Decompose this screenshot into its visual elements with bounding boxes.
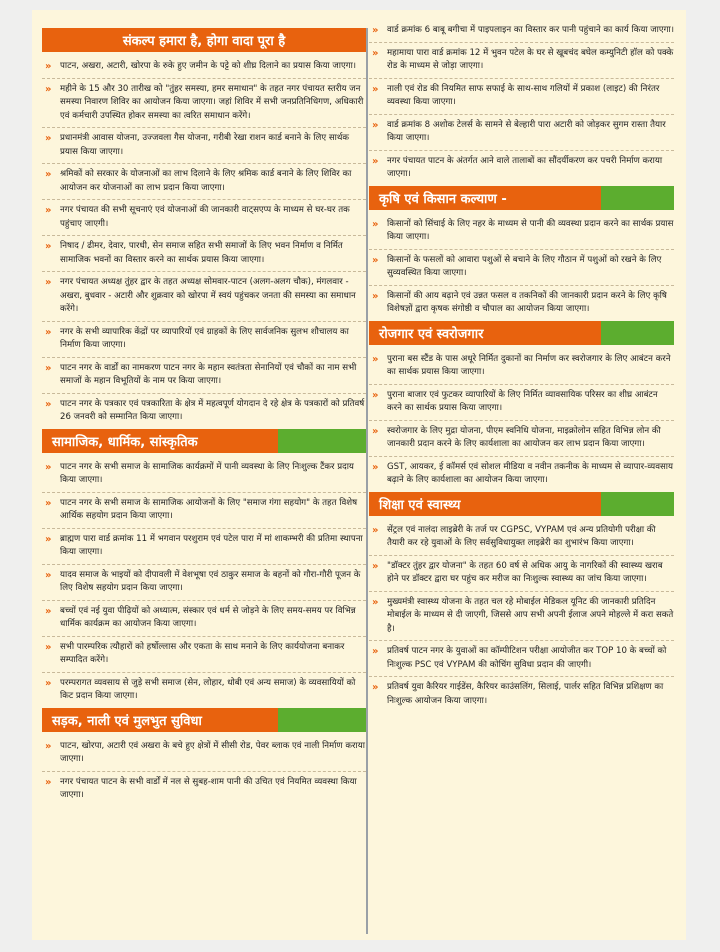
list-item: » बच्चों एवं नई युवा पीढ़ियों को अध्यात्म, संस्कार एवं धर्म से जोड़ने के लिए समय-समय पर विभिन्न धार्मिक कार्यक्रम का आयोजन किया जाएगा। [42,605,366,637]
left-column [42,24,366,807]
chevron-bullet-icon: » [372,389,379,401]
list-item: » नगर के सभी व्यापारिक केंद्रों पर व्यापारियों एवं ग्राहकों के लिए सार्वजनिक सुलभ शौचालय का निर्माण किया जाएगा। [42,326,366,358]
list-item: » किसानों की आय बढ़ाने एवं उन्नत फसल व तकनिकों की जानकारी प्रदान करने के लिए कृषि विशेषज्ञों द्वारा कृषक संगोष्ठी व चौपाल का आयोजन किया जाएगा। [372,290,667,314]
list-samajik [42,461,366,704]
list-item: » पाटन, खोरपा, अटारी एवं अखरा के बचे हुए क्षेत्रों में सीसी रोड, पेवर ब्लाक एवं नाली निर्माण कराया जाएगा। [42,740,366,772]
heading-accent [278,708,366,732]
chevron-bullet-icon: » [372,560,379,572]
heading-sadak: सड़क, नाली एवं मुलभुत सुविधा [42,708,278,732]
list-item: » पाटन नगर के पत्रकार एवं पत्रकारिता के क्षेत्र में महत्वपूर्ण योगदान दे रहे क्षेत्र के पत्रकारों को प्रतिवर्ष 26 जनवरी को सम्मानित किया जाएगा। [45,398,365,422]
section-heading [369,186,674,210]
column-divider [366,28,368,934]
list-item: » किसानों को सिंचाई के लिए नहर के माध्यम से पानी की व्यवस्था प्रदान करने का सार्थक प्रयास किया जाएगा। [369,218,674,250]
heading-accent [601,321,674,345]
chevron-bullet-icon: » [45,398,52,410]
list-item: » पाटन, अखरा, अटारी, खोरपा के रुके हुए जमीन के पट्टे को शीघ्र दिलाने का प्रयास किया जाएगा। [42,60,366,79]
chevron-bullet-icon: » [45,241,52,252]
chevron-bullet-icon: » [45,169,52,180]
list-item: » नगर पंचायत अध्यक्ष तुंहर द्वार के तहत अध्यक्ष सोमवार-पाटन (अलग-अलग चौक), मंगलवार - अखरा, बुधवार - अटारी और शुक्रवार को खोरपा में स्वयं पहुंचकर जनता की समस्या का समाधान करेंगे। [42,276,366,322]
chevron-bullet-icon: » [372,47,379,59]
list-item: » प्रधानमंत्री आवास योजना, उज्जवला गैस योजना, गरीबी रेखा राशन कार्ड बनाने के लिए सार्थक प्रयास किया जाएगा। [42,132,366,164]
list-item: » GST, आयकर, ई कॉमर्स एवं सोशल मीडिया व नवीन तकनीक के माध्यम से व्यापार-व्यवसाय बढ़ाने के लिए कार्यशाला का आयोजन किया जाएगा। [372,461,673,485]
chevron-bullet-icon: » [45,83,52,95]
list-item: » किसानों के फसलों को आवारा पशुओं से बचाने के लिए गौठान में पशुओं को रखने के लिए सुव्यवस्थित किया जाएगा। [369,254,674,286]
chevron-bullet-icon: » [372,353,379,365]
list-sadak [42,740,366,803]
heading-shiksha: शिक्षा एवं स्वास्थ्य [369,492,601,516]
list-item: » पाटन नगर के सभी समाज के सामाजिक आयोजनों के लिए "समाज गंगा सहयोग" के तहत विशेष आर्थिक सहयोग प्रदान किया जाएगा। [42,497,366,529]
chevron-bullet-icon: » [372,25,379,36]
chevron-bullet-icon: » [45,740,52,752]
list-item: » नगर पंचायत की सभी सूचनाएं एवं योजनाओं की जानकारी वाट्सएप्प के माध्यम से घर-घर तक पहुंचाए जाएगी। [42,204,366,236]
list-item: » महामाया पारा वार्ड क्रमांक 12 में भुवन पटेल के घर से खूबचंद बघेल कम्युनिटी हॉल को पक्के रोड के माध्यम से जोड़ा जाएगा। [369,47,674,79]
list-item: » "डॉक्टर तुंहर द्वार योजना" के तहत 60 वर्ष से अधिक आयु के नागरिकों की स्वास्थ्य खराब होने पर डॉक्टर द्वारा घर पहुंच कर मरीज का निःशुल्क स्वास्थ्य का जांच किया जाएगा। [369,560,674,592]
chevron-bullet-icon: » [372,461,379,473]
chevron-bullet-icon: » [372,254,379,266]
chevron-bullet-icon: » [372,83,379,95]
heading-accent [601,492,674,516]
list-item: » निषाद / ढीमर, देवार, पारधी, सेन समाज सहित सभी समाजों के लिए भवन निर्माण व निर्मित सामाजिक भवनों का विस्तार करने का सार्थक प्रयास किया जाएगा। [42,240,366,272]
chevron-bullet-icon: » [372,425,379,437]
chevron-bullet-icon: » [372,596,379,608]
list-item: » प्रतिवर्ष युवा कैरियर गाईडेंस, कैरियर काउंसलिंग, सिलाई, पार्लर सहित विभिन्न प्रशिक्षण का निःशुल्क आयोजन किया जाएगा। [372,682,664,706]
chevron-bullet-icon: » [45,61,52,72]
list-item: » मुख्यमंत्री स्वास्थ्य योजना के तहत चल रहे मोबाईल मेडिकल यूनिट की जानकारी प्रतिदिन मोबाईल के माध्यम से दी जाएगी, जिससे आप सभी अपनी ईलाज अपने मोहल्ले में करा सकते है। [369,596,674,642]
chevron-bullet-icon: » [45,569,52,581]
manifesto-sheet [32,10,686,940]
list-rojgar [369,353,674,488]
list-item: » नगर पंचायत पाटन के अंतर्गत आने वाले तालाबों का सौंदर्यीकरण कर पचरी निर्माण कराया जाएगा। [372,155,663,179]
heading-accent [601,186,674,210]
chevron-bullet-icon: » [372,524,379,536]
list-item: » नगर पंचायत पाटन के सभी वार्डों में नल से सुबह-शाम पानी की उचित एवं नियमित व्यवस्था किया जाएगा। [45,776,357,800]
chevron-bullet-icon: » [45,205,52,216]
list-item: » पुराना बाजार एवं फुटकर व्यापारियों के लिए निर्मित व्यावसायिक परिसर का शीघ्र आबंटन करने का सार्थक प्रयास किया जाएगा। [369,389,674,421]
heading-krishi: कृषि एवं किसान कल्याण - [369,186,601,210]
heading-sankalp: संकल्प हमारा है, होगा वादा पूरा है [42,28,366,52]
list-item: » वार्ड क्रमांक 6 बाबू बगीचा में पाइपलाइन का विस्तार कर पानी पहुंचाने का कार्य किया जाएगा। [369,24,674,43]
chevron-bullet-icon: » [372,119,379,131]
list-item: » महीने के 15 और 30 तारीख को "तुंहर समस्या, हमर समाधान" के तहत नगर पंचायत स्तरीय जन समस्या निवारण शिविर का आयोजन किया जाएगा। जहां शिविर में सभी जनप्रतिनिधिगण, अधिकारी एवं कर्मचारी उपस्थित होकर समस्या का त्वरित समाधान करेंगे। [42,83,366,129]
chevron-bullet-icon: » [45,677,52,689]
section-heading [42,708,366,732]
chevron-bullet-icon: » [45,605,52,617]
chevron-bullet-icon: » [372,155,379,167]
list-item: » परम्परागत व्यवसाय से जुड़े सभी समाज (सेन, लोहार, धोबी एवं अन्य समाज) के व्यवसायियों को किट प्रदान किया जाएगा। [45,677,356,701]
chevron-bullet-icon: » [372,218,379,230]
list-item: » स्वरोजगार के लिए मुद्रा योजना, पीएम स्वनिधि योजना, माइक्रोलोन सहित विभिन्न लोन की जानकारी प्रदान करने के लिए कार्यशाला का आयोजन कर लाभ प्रदान किया जाएगा। [369,425,674,457]
chevron-bullet-icon: » [45,776,52,788]
chevron-bullet-icon: » [45,362,52,374]
list-item: » यादव समाज के भाइयों को दीपावली में वेशभूषा एवं ठाकुर समाज के बहनों को गौरा-गौरी पूजन के लिए विशेष सहयोग प्रदान किया जाएगा। [42,569,366,601]
chevron-bullet-icon: » [45,326,52,338]
section-heading [369,321,674,345]
section-heading [369,492,674,516]
list-krishi [369,218,674,317]
section-heading [42,28,366,52]
list-shiksha [369,524,674,709]
heading-samajik: सामाजिक, धार्मिक, सांस्कृतिक [42,429,278,453]
chevron-bullet-icon: » [45,277,52,288]
list-item: » वार्ड क्रमांक 8 अशोक टेलर्स के सामने से बेल्हारी पारा अटारी को जोड़कर सुगम रास्ता तैयार किया जाएगा। [369,119,674,151]
list-item: » पाटन नगर के सभी समाज के सामाजिक कार्यक्रमों में पानी व्यवस्था के लिए निःशुल्क टैंकर प्रदाय किया जाएगा। [42,461,366,493]
list-item: » प्रतिवर्ष पाटन नगर के युवाओं का कॉम्पीटिशन परीक्षा आयोजीत कर TOP 10 के बच्चों को निःशुल्क PSC एवं VYPAM की कोचिंग सुविधा प्रदान की जाएगी। [369,645,674,677]
list-item: » पुराना बस स्टैंड के पास अधूरे निर्मित दुकानों का निर्माण कर स्वरोजगार के लिए आबंटन करने का सार्थक प्रयास किया जाएगा। [369,353,674,385]
chevron-bullet-icon: » [45,497,52,509]
list-item: » नाली एवं रोड की नियमित साफ सफाई के साथ-साथ गलियों में प्रकाश (लाइट) की निरंतर व्यवस्था किया जाएगा। [369,83,674,115]
chevron-bullet-icon: » [372,290,379,302]
heading-rojgar: रोजगार एवं स्वरोजगार [369,321,601,345]
chevron-bullet-icon: » [45,133,52,144]
chevron-bullet-icon: » [372,646,379,657]
heading-accent [278,429,366,453]
list-item: » श्रमिकों को सरकार के योजनाओं का लाभ दिलाने के लिए श्रमिक कार्ड बनाने के लिए शिविर का आयोजन कर योजनाओं का लाभ प्रदान किया जाएगा। [42,168,366,200]
chevron-bullet-icon: » [372,682,379,693]
list-sadak-continued [369,24,674,182]
chevron-bullet-icon: » [45,641,52,653]
chevron-bullet-icon: » [45,533,52,545]
section-heading [42,429,366,453]
list-item: » सभी पारम्परिक त्यौहारों को हर्षोल्लास और एकता के साथ मनाने के लिए कार्ययोजना बनाकर सम्पादित करेंगे। [42,641,366,673]
right-column [369,24,674,712]
list-sankalp [42,60,366,425]
chevron-bullet-icon: » [45,461,52,473]
list-item: » ब्राह्मण पारा वार्ड क्रमांक 11 में भगवान परशुराम एवं पटेल पारा में मां शाकम्भरी की प्रतिमा स्थापना किया जाएगा। [42,533,366,565]
list-item: » सेंट्रल एवं नालंदा लाइब्रेरी के तर्ज पर CGPSC, VYPAM एवं अन्य प्रतियोगी परीक्षा की तैयारी कर रहे युवाओं के लिए सर्वसुविधायुक्त लाइब्रेरी का शुभारंभ किया जाएगा। [369,524,674,556]
list-item: » पाटन नगर के वार्डों का नामकरण पाटन नगर के महान स्वतंत्रता सेनानियों एवं चौकों का नाम सभी समाजों के महान विभूतियों के नाम पर किया जाएगा। [42,362,366,394]
